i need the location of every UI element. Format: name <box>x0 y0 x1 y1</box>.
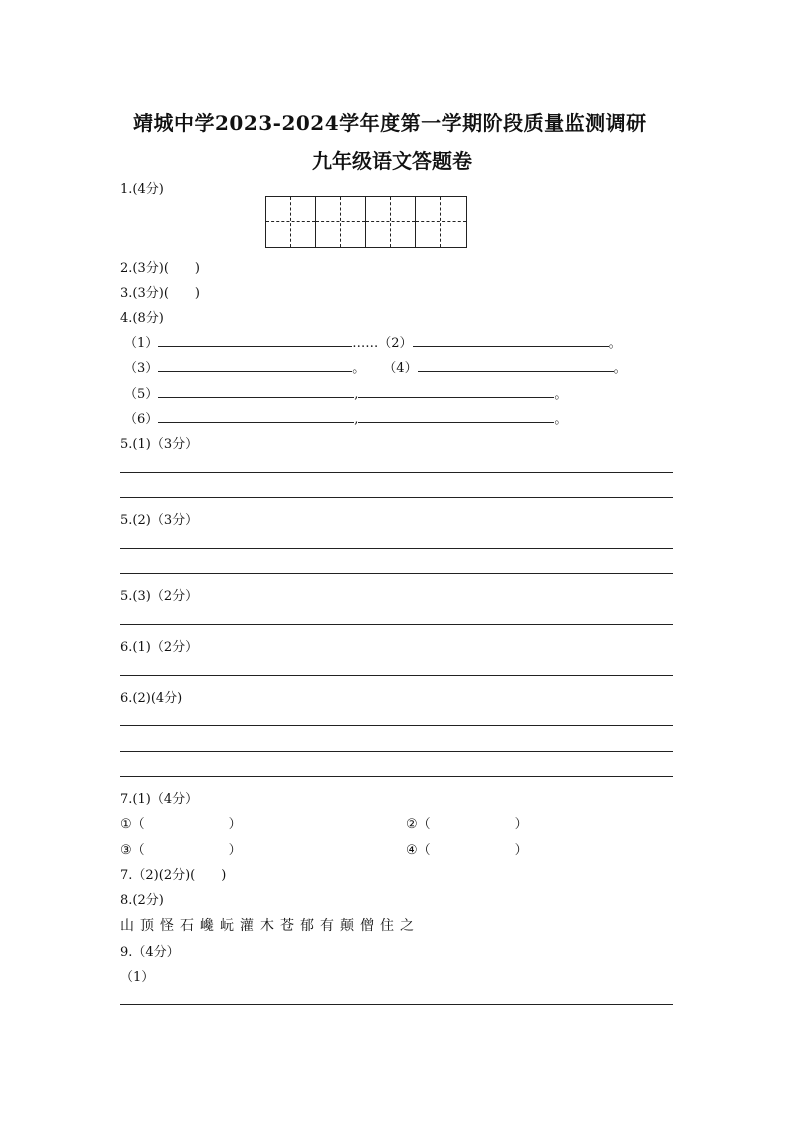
answer-blank[interactable] <box>358 409 554 423</box>
q7-close: ） <box>514 817 528 832</box>
answer-line[interactable] <box>120 1004 673 1005</box>
char: 怪 <box>160 918 174 934</box>
q4-row-3 <box>124 383 567 402</box>
grid-cell[interactable] <box>316 197 366 247</box>
q5-1-label: 5.(1)（3分） <box>120 437 199 452</box>
q4-row-2 <box>124 357 627 376</box>
answer-line[interactable] <box>120 624 673 625</box>
answer-blank[interactable] <box>418 358 614 372</box>
char: 山 <box>120 918 134 934</box>
char: 岏 <box>220 918 234 934</box>
answer-line[interactable] <box>120 573 673 574</box>
char: 之 <box>400 918 414 934</box>
q4-p1: （1） <box>124 336 159 351</box>
answer-blank[interactable] <box>158 333 352 347</box>
q4-p4: （4） <box>383 361 418 376</box>
q7-answer-4[interactable] <box>406 839 528 858</box>
q5-2-label: 5.(2)（3分） <box>120 513 199 528</box>
answer-line[interactable] <box>120 497 673 498</box>
q6-2-label: 6.(2)(4分) <box>120 691 183 706</box>
char: 住 <box>380 918 394 934</box>
q1-writing-grid[interactable] <box>265 196 467 248</box>
q8-sentence <box>120 915 420 935</box>
answer-line[interactable] <box>120 725 673 726</box>
q9-label: 9.（4分） <box>120 945 180 960</box>
page-title: 靖城中学2023-2024学年度第一学期阶段质量监测调研 <box>133 111 647 135</box>
q7-2-label: 7.（2)(2分)( ) <box>120 868 227 883</box>
grid-cell[interactable] <box>416 197 466 247</box>
answer-line[interactable] <box>120 472 673 473</box>
q4-row-4 <box>124 408 567 427</box>
char: 木 <box>260 918 274 934</box>
comma: , <box>354 387 359 402</box>
q7-a1-open: ①（ <box>120 817 145 832</box>
answer-blank[interactable] <box>158 409 354 423</box>
q8-label: 8.(2分) <box>120 893 164 908</box>
period: 。 <box>613 361 627 376</box>
q7-answer-2[interactable] <box>406 813 528 832</box>
q7-a4-open: ④（ <box>406 843 431 858</box>
answer-blank[interactable] <box>158 358 352 372</box>
char: 郁 <box>300 918 314 934</box>
page-subtitle: 九年级语文答题卷 <box>312 149 472 173</box>
char: 巉 <box>200 918 214 934</box>
char: 有 <box>320 918 334 934</box>
q4-row-1 <box>124 332 622 351</box>
q7-answer-1[interactable] <box>120 813 242 832</box>
q2-label: 2.(3分)( ) <box>120 261 200 276</box>
char: 石 <box>180 918 194 934</box>
q4-p2: （2） <box>378 336 413 351</box>
q1-label: 1.(4分) <box>120 182 164 197</box>
q7-close: ） <box>228 843 242 858</box>
ellipsis: …… <box>352 336 379 351</box>
period: 。 <box>554 412 568 427</box>
q7-close: ） <box>228 817 242 832</box>
q7-answer-3[interactable] <box>120 839 242 858</box>
q4-p6: （6） <box>124 412 159 427</box>
q5-3-label: 5.(3)（2分） <box>120 589 199 604</box>
q7-close: ） <box>514 843 528 858</box>
char: 顶 <box>140 918 154 934</box>
char: 灌 <box>240 918 254 934</box>
q7-1-label: 7.(1)（4分） <box>120 792 199 807</box>
answer-blank[interactable] <box>158 384 354 398</box>
q9-sub-label: （1） <box>120 970 155 985</box>
char: 僧 <box>360 918 374 934</box>
grid-cell[interactable] <box>366 197 416 247</box>
q7-a2-open: ②（ <box>406 817 431 832</box>
answer-line[interactable] <box>120 675 673 676</box>
answer-line[interactable] <box>120 751 673 752</box>
q3-label: 3.(3分)( ) <box>120 286 200 301</box>
q4-p3: （3） <box>124 361 159 376</box>
period: 。 <box>554 387 568 402</box>
period: 。 <box>352 361 366 376</box>
period: 。 <box>608 336 622 351</box>
answer-line[interactable] <box>120 548 673 549</box>
answer-line[interactable] <box>120 776 673 777</box>
q7-a3-open: ③（ <box>120 843 145 858</box>
grid-cell[interactable] <box>266 197 316 247</box>
q4-p5: （5） <box>124 387 159 402</box>
char: 苍 <box>280 918 294 934</box>
comma: , <box>354 412 359 427</box>
answer-blank[interactable] <box>358 384 554 398</box>
q4-label: 4.(8分) <box>120 311 164 326</box>
answer-blank[interactable] <box>413 333 609 347</box>
q6-1-label: 6.(1)（2分） <box>120 640 199 655</box>
char: 颠 <box>340 918 354 934</box>
